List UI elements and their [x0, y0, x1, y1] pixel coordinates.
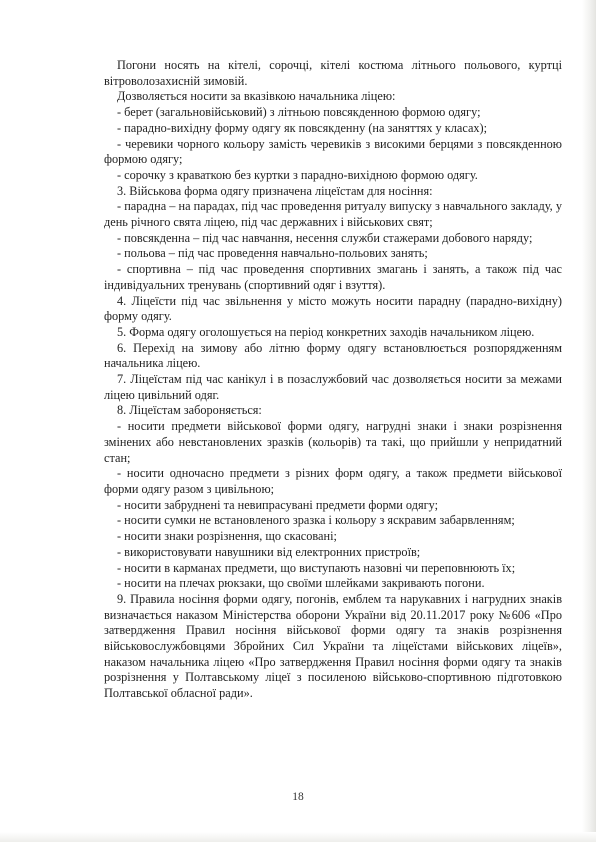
list-item-forbidden-8: - носити на плечах рюкзаки, що своїми шлейками закривають погони.: [117, 576, 485, 591]
scan-edge-bottom: [0, 832, 596, 842]
paragraph-section-5: 5. Форма одягу оголошується на період конкретних заходів начальником ліцею.: [117, 324, 535, 339]
list-item-parade: - парадна – на парадах, під час проведення ритуалу випуску з навчального закладу, у день річного свята ліцею, під час державних і військових свят;: [104, 199, 562, 230]
list-item-shirt-tie: - сорочку з краваткою без куртки з парадно-вихідною формою одягу.: [117, 167, 478, 182]
list-item-black-shoes: - черевики чорного кольору замість черевиків з високими берцями з повсякденною формою одягу;: [104, 136, 562, 167]
list-item-parade-uniform: - парадно-вихідну форму одягу як повсякденну (на заняттях у класах);: [117, 120, 488, 135]
paragraph-section-3: 3. Військова форма одягу призначена ліцеїстам для носіння:: [117, 183, 433, 198]
scan-edge-shadow: [582, 0, 596, 842]
list-item-forbidden-2: - носити одночасно предмети з різних форм одягу, а також предмети військової форми одягу разом з цивільною;: [104, 466, 562, 496]
list-item-sport: - спортивна – під час проведення спортивних змагань і занять, а також під час індивідуальних тренувань (спортивний одяг і взуття).: [104, 262, 562, 292]
paragraph-section-7: 7. Ліцеїстам під час канікул і в позаслужбовий час дозволяється носити за межами ліцею цивільний одяг.: [104, 372, 562, 402]
list-item-beret: - берет (загальновійськовий) з літньою повсякденною формою одягу;: [117, 105, 481, 120]
list-item-forbidden-3: - носити забруднені та невипрасувані предмети форми одягу;: [117, 497, 439, 512]
list-item-forbidden-4: - носити сумки не встановленого зразка і кольору з яскравим забарвленням;: [117, 513, 515, 528]
page-number: 18: [292, 791, 304, 803]
paragraph-section-9: 9. Правила носіння форми одягу, погонів, емблем та нарукавних і нагрудних знаків визначається наказом Міністерства оборони України від 20.11.2017 року №606 «Про затвердження Правил носіння військової форми одягу та знаків розрізнення військовослужбовцями Збройних Сил України та ліцеїстами військових ліцеїв», наказом начальника ліцею «Про затвердження Правил носіння форми одягу та знаків розрізнення у Полтавському ліцеї з посиленою військово-спортивною підготовкою Полтавської обласної ради».: [104, 591, 562, 701]
paragraph-section-6: 6. Перехід на зимову або літню форму одягу встановлюється розпорядженням начальника ліцею.: [104, 340, 562, 371]
list-item-forbidden-1: - носити предмети військової форми одягу, нагрудні знаки і знаки розрізнення змінених або невстановлених зразків (кольорів) та такі, що прийшли у непридатний стан;: [104, 419, 562, 465]
paragraph-epaulets: Погони носять на кітелі, сорочці, кітелі костюма літнього польового, куртці вітроволозахисній зимовій.: [104, 58, 562, 88]
list-item-everyday: - повсякденна – під час навчання, несення служби стажерами добового наряду;: [117, 230, 533, 245]
paragraph-section-4: 4. Ліцеїсти під час звільнення у місто можуть носити парадну (парадно-вихідну) форму одягу.: [104, 293, 562, 324]
paragraph-section-8: 8. Ліцеїстам забороняється:: [117, 403, 262, 418]
document-body: [104, 58, 562, 702]
list-item-forbidden-5: - носити знаки розрізнення, що скасовані;: [117, 529, 337, 544]
list-item-forbidden-7: - носити в карманах предмети, що виступають назовні чи переповнюють їх;: [117, 560, 516, 575]
paragraph-allowed-heading: Дозволяється носити за вказівкою начальника ліцею:: [117, 89, 396, 104]
list-item-forbidden-6: - використовувати навушники від електронних пристроїв;: [117, 544, 421, 559]
list-item-field: - польова – під час проведення навчально-польових занять;: [117, 246, 428, 261]
